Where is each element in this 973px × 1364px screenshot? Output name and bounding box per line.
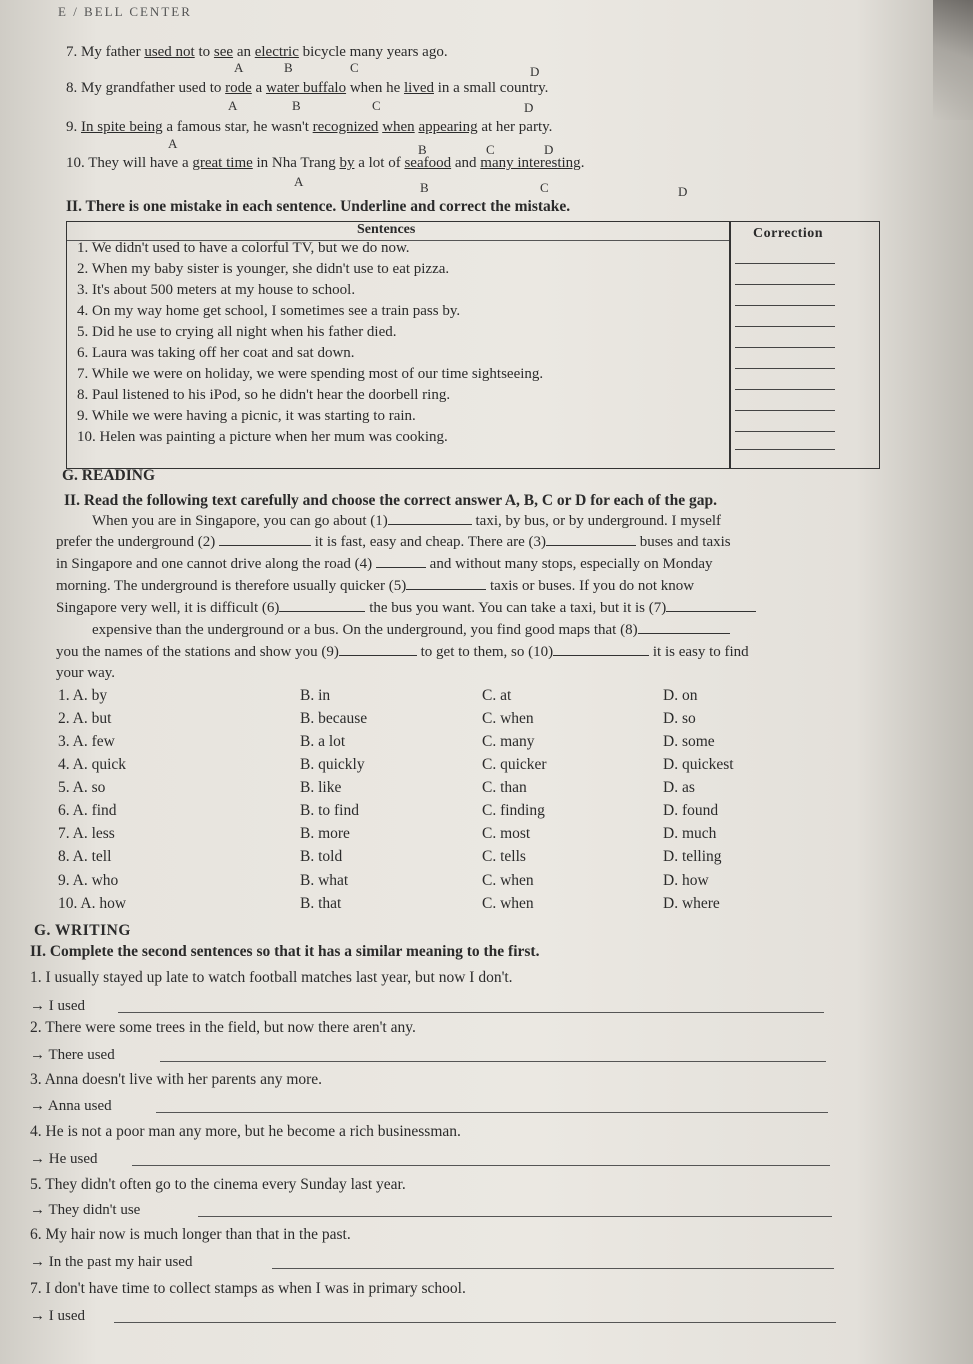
writing-lead-3: → Anna used <box>30 1098 112 1114</box>
gap-9[interactable] <box>339 643 417 656</box>
option-5d[interactable]: D. as <box>663 779 695 796</box>
gap-10[interactable] <box>553 643 649 656</box>
underlined-option-c: when <box>382 119 415 135</box>
option-5c[interactable]: C. than <box>482 779 527 796</box>
writing-prompt-1: 1. I usually stayed up late to watch football matches last year, but now I don't. <box>30 969 513 986</box>
option-10a[interactable]: 10. A. how <box>58 895 127 912</box>
mc-item-number: 7. <box>66 44 78 60</box>
table-row: 8. Paul listened to his iPod, so he didn't hear the doorbell ring. <box>77 387 451 403</box>
option-2c[interactable]: C. when <box>482 710 534 727</box>
correction-blank[interactable] <box>735 388 835 390</box>
correction-blank[interactable] <box>735 346 835 348</box>
option-4a[interactable]: 4. A. quick <box>58 756 127 773</box>
table-row: 1. We didn't used to have a colorful TV, but we do now. <box>77 240 410 256</box>
answer-line-7[interactable] <box>114 1322 836 1323</box>
correction-blank[interactable] <box>735 283 835 285</box>
mistake-table <box>66 221 880 469</box>
letter-b: B <box>292 98 301 113</box>
underlined-option-a: In spite being <box>81 119 163 135</box>
gap-2[interactable] <box>219 533 311 546</box>
correction-blank[interactable] <box>735 409 835 411</box>
mc-item-7: 7. My father used not to see an electric bicycle many years ago. <box>66 44 448 60</box>
underlined-option-a: rode <box>225 80 252 96</box>
writing-instruction: II. Complete the second sentences so that it has a similar meaning to the first. <box>30 943 540 960</box>
option-9d[interactable]: D. how <box>663 872 709 889</box>
option-6b[interactable]: B. to find <box>300 802 359 819</box>
option-3a[interactable]: 3. A. few <box>58 733 115 750</box>
mc-item-8: 8. My grandfather used to rode a water buffalo when he lived in a small country. <box>66 80 549 96</box>
correction-blank[interactable] <box>735 304 835 306</box>
mc-item-number: 10. <box>66 155 85 171</box>
col-header-sentences: Sentences <box>357 222 416 237</box>
underlined-option-a: used not <box>144 44 195 60</box>
reading-line-6: expensive than the underground or a bus. On the underground, you find good maps that (8) <box>92 621 730 639</box>
option-4c[interactable]: C. quicker <box>482 756 547 773</box>
option-6c[interactable]: C. finding <box>482 802 545 819</box>
answer-line-1[interactable] <box>118 1012 824 1013</box>
writing-lead-6: → In the past my hair used <box>30 1254 193 1270</box>
mc-item-number: 9. <box>66 119 78 135</box>
option-3b[interactable]: B. a lot <box>300 733 346 750</box>
writing-lead-7: → I used <box>30 1308 85 1324</box>
writing-prompt-2: 2. There were some trees in the field, but now there aren't any. <box>30 1019 416 1036</box>
writing-prompt-7: 7. I don't have time to collect stamps as when I was in primary school. <box>30 1280 466 1297</box>
option-1c[interactable]: C. at <box>482 687 512 704</box>
reading-line-2: prefer the underground (2) it is fast, easy and cheap. There are (3) buses and taxis <box>56 534 731 550</box>
option-1a[interactable]: 1. A. by <box>58 687 108 704</box>
option-3c[interactable]: C. many <box>482 733 535 750</box>
option-6a[interactable]: 6. A. find <box>58 802 117 819</box>
col-header-correction: Correction <box>753 226 824 241</box>
answer-line-5[interactable] <box>198 1216 832 1217</box>
underlined-option-b: recognized <box>312 119 379 135</box>
writing-lead-5: → They didn't use <box>30 1202 141 1218</box>
letter-a: A <box>294 174 304 189</box>
option-7b[interactable]: B. more <box>300 825 350 842</box>
option-4d[interactable]: D. quickest <box>663 756 734 773</box>
option-7d[interactable]: D. much <box>663 825 717 842</box>
answer-line-4[interactable] <box>132 1165 830 1166</box>
underlined-option-b: by <box>339 155 355 171</box>
option-2b[interactable]: B. because <box>300 710 368 727</box>
mistake-section-title: II. There is one mistake in each sentence. Underline and correct the mistake. <box>66 198 571 215</box>
writing-prompt-3: 3. Anna doesn't live with her parents any more. <box>30 1071 323 1088</box>
table-row: 4. On my way home get school, I sometimes see a train pass by. <box>77 303 461 319</box>
option-4b[interactable]: B. quickly <box>300 756 365 773</box>
option-5a[interactable]: 5. A. so <box>58 779 106 796</box>
letter-a: A <box>168 136 178 151</box>
reading-line-4: morning. The underground is therefore usually quicker (5) taxis or buses. If you do not know <box>56 578 695 594</box>
writing-prompt-6: 6. My hair now is much longer than that in the past. <box>30 1226 351 1243</box>
option-10d[interactable]: D. where <box>663 895 720 912</box>
gap-7[interactable] <box>666 599 756 612</box>
option-9a[interactable]: 9. A. who <box>58 872 119 889</box>
letter-b: B <box>418 142 427 157</box>
correction-blank[interactable] <box>735 430 835 432</box>
gap-1[interactable] <box>388 512 472 525</box>
reading-line-1: When you are in Singapore, you can go about (1) taxi, by bus, or by underground. I myself <box>92 513 722 529</box>
correction-blank[interactable] <box>735 262 835 264</box>
page-edge-shadow <box>933 0 973 120</box>
worksheet-header: E / BELL CENTER <box>58 4 192 19</box>
option-3d[interactable]: D. some <box>663 733 715 750</box>
table-column-divider <box>729 222 731 468</box>
option-8a[interactable]: 8. A. tell <box>58 848 112 865</box>
letter-a: A <box>234 60 244 75</box>
letter-d: D <box>530 64 540 79</box>
correction-blank[interactable] <box>735 448 835 450</box>
table-row: 2. When my baby sister is younger, she didn't use to eat pizza. <box>77 261 450 277</box>
letter-d: D <box>678 184 688 199</box>
reading-line-3: in Singapore and one cannot drive along the road (4) and without many stops, especially on Monday <box>56 556 713 572</box>
writing-lead-2: → There used <box>30 1047 115 1063</box>
option-8d[interactable]: D. telling <box>663 848 722 865</box>
answer-line-2[interactable] <box>160 1061 826 1062</box>
correction-blank[interactable] <box>735 367 835 369</box>
option-8c[interactable]: C. tells <box>482 848 526 865</box>
option-8b[interactable]: B. told <box>300 848 343 865</box>
letter-c: C <box>350 60 359 75</box>
mc-item-number: 8. <box>66 80 78 96</box>
reading-line-5: Singapore very well, it is difficult (6) the bus you want. You can take a taxi, but it is (7) <box>56 599 756 617</box>
underlined-option-d: appearing <box>418 119 478 135</box>
table-row: 7. While we were on holiday, we were spending most of our time sightseeing. <box>77 366 544 382</box>
option-9b[interactable]: B. what <box>300 872 349 889</box>
writing-heading: G. WRITING <box>34 922 131 939</box>
reading-line-7: you the names of the stations and show you (9) to get to them, so (10) it is easy to find <box>56 644 749 660</box>
mc-item-10: 10. They will have a great time in Nha Trang by a lot of seafood and many interesting. <box>66 155 585 171</box>
gap-5[interactable] <box>406 577 486 590</box>
letter-d: D <box>524 100 534 115</box>
underlined-option-b: water buffalo <box>265 80 347 96</box>
option-1b[interactable]: B. in <box>300 687 331 704</box>
underlined-option-c: electric <box>254 44 299 60</box>
option-6d[interactable]: D. found <box>663 802 719 819</box>
option-10b[interactable]: B. that <box>300 895 342 912</box>
letter-d: D <box>544 142 554 157</box>
option-10c[interactable]: C. when <box>482 895 534 912</box>
answer-line-6[interactable] <box>272 1268 834 1269</box>
letter-b: B <box>284 60 293 75</box>
letter-c: C <box>372 98 381 113</box>
reading-line-8: your way. <box>56 665 116 681</box>
answer-line-3[interactable] <box>156 1112 828 1113</box>
gap-6[interactable] <box>279 599 365 612</box>
gap-4[interactable] <box>376 555 426 568</box>
reading-instruction: II. Read the following text carefully and choose the correct answer A, B, C or D for each of the gap. <box>64 492 717 509</box>
underlined-option-c: seafood <box>404 155 452 171</box>
writing-prompt-4: 4. He is not a poor man any more, but he become a rich businessman. <box>30 1123 461 1140</box>
option-5b[interactable]: B. like <box>300 779 342 796</box>
underlined-option-a: great time <box>192 155 253 171</box>
table-row: 3. It's about 500 meters at my house to school. <box>77 282 356 298</box>
table-row: 6. Laura was taking off her coat and sat down. <box>77 345 355 361</box>
table-row: 5. Did he use to crying all night when his father died. <box>77 324 397 340</box>
correction-blank[interactable] <box>735 325 835 327</box>
gap-3[interactable] <box>546 533 636 546</box>
table-row: 9. While we were having a picnic, it was starting to rain. <box>77 408 416 424</box>
gap-8[interactable] <box>638 621 730 634</box>
underlined-option-b: see <box>213 44 234 60</box>
writing-prompt-5: 5. They didn't often go to the cinema every Sunday last year. <box>30 1176 406 1193</box>
underlined-option-d: many interesting <box>480 155 581 171</box>
letter-a: A <box>228 98 238 113</box>
mc-item-9: 9. In spite being a famous star, he wasn't recognized when appearing at her party. <box>66 119 553 135</box>
table-row: 10. Helen was painting a picture when her mum was cooking. <box>77 429 448 445</box>
option-2d[interactable]: D. so <box>663 710 696 727</box>
underlined-option-c: lived <box>403 80 434 96</box>
option-7c[interactable]: C. most <box>482 825 531 842</box>
option-9c[interactable]: C. when <box>482 872 534 889</box>
option-7a[interactable]: 7. A. less <box>58 825 115 842</box>
letter-c: C <box>486 142 495 157</box>
option-2a[interactable]: 2. A. but <box>58 710 112 727</box>
writing-lead-4: → He used <box>30 1151 98 1167</box>
writing-lead-1: → I used <box>30 998 85 1014</box>
option-1d[interactable]: D. on <box>663 687 698 704</box>
letter-c: C <box>540 180 549 195</box>
reading-heading: G. READING <box>62 467 156 484</box>
letter-b: B <box>420 180 429 195</box>
